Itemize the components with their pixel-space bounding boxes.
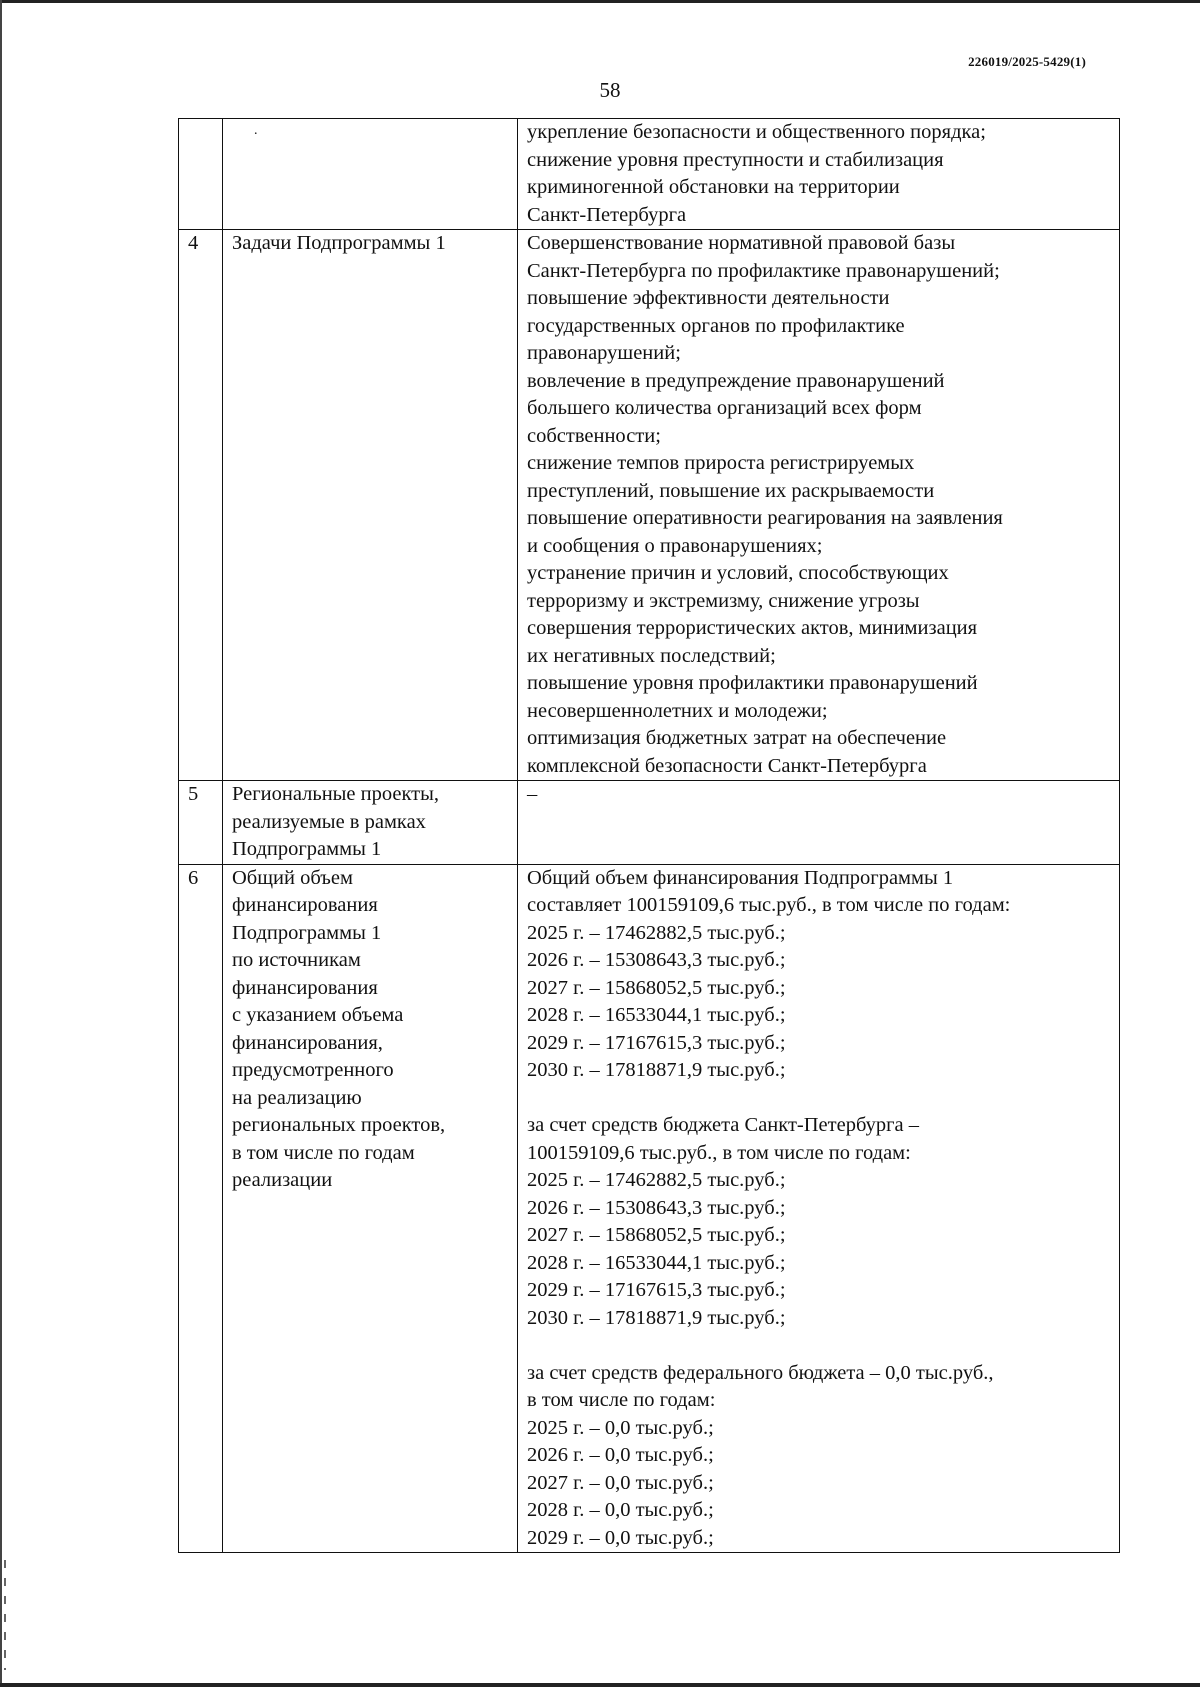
- value-line: и сообщения о правонарушениях;: [527, 534, 823, 557]
- value-line: большего количества организаций всех форм: [527, 397, 922, 419]
- name-line: Подпрограммы 1: [232, 838, 382, 860]
- value-line: повышение уровня профилактики правонарушений: [527, 672, 978, 694]
- row-number-cell: 6: [179, 864, 223, 1553]
- scan-edge-top: [0, 0, 1200, 3]
- value-line: 2026 г. – 0,0 тыс.руб.;: [527, 1444, 714, 1466]
- name-line: на реализацию: [232, 1086, 362, 1109]
- subprogram-passport-table: [178, 118, 1120, 1553]
- row-number-cell: 4: [179, 230, 223, 781]
- value-line: 2026 г. – 15308643,3 тыс.руб.;: [527, 1196, 786, 1219]
- name-line: финансирования: [232, 894, 378, 916]
- value-line: в том числе по годам:: [527, 1389, 716, 1411]
- row-value-cell: [518, 119, 1120, 230]
- value-line: 2028 г. – 16533044,1 тыс.руб.;: [527, 1004, 786, 1026]
- value-line: 100159109,6 тыс.руб., в том числе по годам:: [527, 1141, 911, 1164]
- name-line: региональных проектов,: [232, 1114, 446, 1136]
- value-line: 2027 г. – 15868052,5 тыс.руб.;: [527, 1224, 786, 1246]
- name-line: Региональные проекты,: [232, 783, 440, 805]
- name-line: в том числе по годам: [232, 1141, 415, 1164]
- value-line: комплексной безопасности Санкт-Петербурга: [527, 754, 927, 777]
- value-line: Санкт-Петербурга: [527, 203, 687, 226]
- value-line: 2025 г. – 17462882,5 тыс.руб.;: [527, 921, 786, 944]
- row-number-cell: [179, 119, 223, 230]
- value-line: 2025 г. – 0,0 тыс.руб.;: [527, 1416, 714, 1439]
- table-row-tasks: [179, 230, 1120, 781]
- value-line: Санкт-Петербурга по профилактике правонарушений;: [527, 259, 1000, 282]
- value-line: собственности;: [527, 424, 661, 447]
- value-line: государственных органов по профилактике: [527, 314, 905, 337]
- row-name-cell: [223, 119, 518, 230]
- scan-margin-marks: [4, 1560, 6, 1670]
- table-row-regional-projects: [179, 781, 1120, 865]
- row-value-cell: [518, 781, 1120, 865]
- row-name-cell: [223, 781, 518, 865]
- value-line: за счет средств бюджета Санкт-Петербурга –: [527, 1114, 919, 1136]
- name-line: Подпрограммы 1: [232, 921, 382, 944]
- document-id: 226019/2025-5429(1): [968, 54, 1086, 69]
- value-line: 2028 г. – 0,0 тыс.руб.;: [527, 1499, 714, 1521]
- value-line: за счет средств федерального бюджета – 0,0 тыс.руб.,: [527, 1361, 994, 1384]
- blank-line: [527, 1085, 1111, 1113]
- value-line: 2030 г. – 17818871,9 тыс.руб.;: [527, 1059, 786, 1081]
- stray-mark: .: [254, 123, 258, 138]
- value-line: устранение причин и условий, способствующих: [527, 562, 949, 584]
- table-row-financing: [179, 864, 1120, 1553]
- value-line: Совершенствование нормативной правовой базы: [527, 232, 956, 254]
- name-line: Общий объем: [232, 866, 353, 889]
- value-line: 2025 г. – 17462882,5 тыс.руб.;: [527, 1169, 786, 1191]
- value-line: снижение темпов прироста регистрируемых: [527, 452, 915, 474]
- value-line: повышение оперативности реагирования на заявления: [527, 507, 1003, 529]
- name-line: предусмотренного: [232, 1059, 394, 1081]
- value-line: 2029 г. – 17167615,3 тыс.руб.;: [527, 1031, 786, 1054]
- scan-edge-bottom: [0, 1683, 1200, 1687]
- value-line: 2027 г. – 15868052,5 тыс.руб.;: [527, 976, 786, 999]
- name-line: по источникам: [232, 949, 361, 971]
- value-line: криминогенной обстановки на территории: [527, 176, 900, 198]
- value-line: 2029 г. – 0,0 тыс.руб.;: [527, 1526, 714, 1549]
- value-line: правонарушений;: [527, 342, 681, 364]
- name-line: Задачи Подпрограммы 1: [232, 232, 446, 254]
- name-line: с указанием объема: [232, 1004, 404, 1026]
- value-line: терроризму и экстремизму, снижение угрозы: [527, 589, 920, 612]
- value-line: Общий объем финансирования Подпрограммы 1: [527, 866, 954, 889]
- name-line: финансирования: [232, 976, 378, 999]
- value-line: оптимизация бюджетных затрат на обеспечение: [527, 727, 947, 749]
- page-number: 58: [599, 78, 621, 102]
- scan-edge-left: [0, 0, 2, 1687]
- value-line: составляет 100159109,6 тыс.руб., в том числе по годам:: [527, 894, 1011, 916]
- value-line: 2027 г. – 0,0 тыс.руб.;: [527, 1471, 714, 1494]
- value-line: вовлечение в предупреждение правонарушений: [527, 369, 945, 392]
- value-line: повышение эффективности деятельности: [527, 287, 890, 309]
- value-line: 2030 г. – 17818871,9 тыс.руб.;: [527, 1306, 786, 1329]
- row-name-cell: [223, 864, 518, 1553]
- value-line: 2029 г. – 17167615,3 тыс.руб.;: [527, 1279, 786, 1301]
- row-number-cell: 5: [179, 781, 223, 865]
- row-value-cell: [518, 230, 1120, 781]
- name-line: финансирования,: [232, 1031, 383, 1054]
- value-line: совершения террористических актов, минимизация: [527, 617, 978, 639]
- value-line: их негативных последствий;: [527, 644, 776, 667]
- table-body: [179, 119, 1120, 1553]
- value-line: –: [527, 783, 538, 805]
- name-line: реализуемые в рамках: [232, 810, 426, 833]
- table-row-continuation: [179, 119, 1120, 230]
- row-value-cell: [518, 864, 1120, 1553]
- value-line: 2028 г. – 16533044,1 тыс.руб.;: [527, 1251, 786, 1274]
- value-line: снижение уровня преступности и стабилизация: [527, 148, 944, 171]
- blank-line: [527, 1332, 1111, 1360]
- value-line: 2026 г. – 15308643,3 тыс.руб.;: [527, 949, 786, 971]
- name-line: реализации: [232, 1169, 333, 1191]
- value-line: несовершеннолетних и молодежи;: [527, 699, 828, 722]
- value-line: преступлений, повышение их раскрываемости: [527, 479, 935, 502]
- value-line: укрепление безопасности и общественного порядка;: [527, 121, 986, 143]
- row-name-cell: [223, 230, 518, 781]
